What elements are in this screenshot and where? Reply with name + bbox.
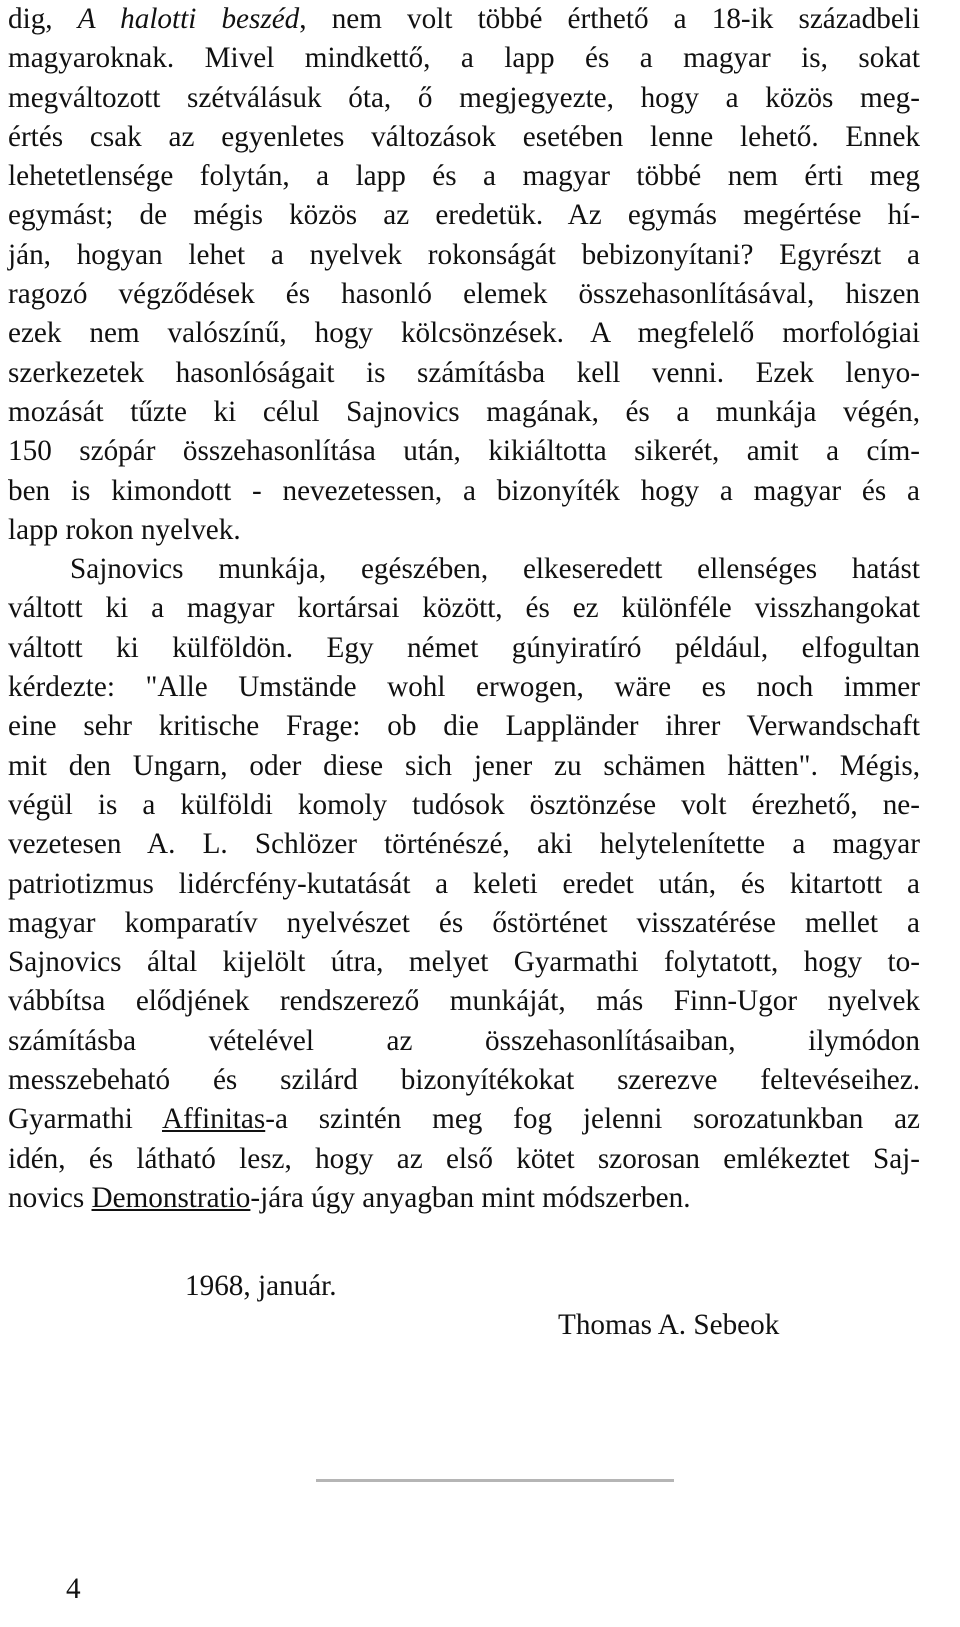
text-line: kérdezte: "Alle Umstände wohl erwogen, wäre es noch immer [8,671,920,704]
text-line: mit den Ungarn, oder diese sich jener zu schämen hätten". Mégis, [8,749,920,782]
text-line: magyaroknak. Mivel mindkettő, a lapp és a magyar is, sokat [8,42,920,75]
text-line: ragozó végződések és hasonló elemek összehasonlításával, hiszen [8,278,920,311]
text-line: Sajnovics által kijelölt útra, melyet Gyarmathi folytatott, hogy to- [8,946,920,979]
text-line: patriotizmus lidércfény-kutatását a keleti eredet után, és kitartott a [8,867,920,900]
text-line: messzebeható és szilárd bizonyítékokat szerezve feltevéseihez. [8,1064,920,1097]
text-line: lehetetlensége folytán, a lapp és a magyar többé nem érti meg [8,160,920,193]
work-title-underlined: Affinitas [162,1103,266,1136]
text-line: eine sehr kritische Frage: ob die Lappländer ihrer Verwandschaft [8,710,920,743]
text-line: 150 szópár összehasonlítása után, kikiáltotta sikerét, amit a cím- [8,435,920,468]
text-line: számításba vételével az összehasonlításaiban, ilymódon [8,1024,920,1057]
text-line: végül is a külföldi komoly tudósok ösztönzése volt érezhető, ne- [8,788,920,821]
text-line: Sajnovics munkája, egészében, elkeseredett ellenséges hatást [70,553,920,586]
body-text [8,0,920,1218]
text-line: megváltozott szétválásuk óta, ő megjegyezte, hogy a közös meg- [8,81,920,114]
text-line: váltott ki a magyar kortársai között, és ez különféle visszhangokat [8,592,920,625]
author-signature: Thomas A. Sebeok [558,1309,780,1341]
text-line: magyar komparatív nyelvészet és őstörténet visszatérése mellet a [8,906,920,939]
text-line: lapp rokon nyelvek. [8,513,241,546]
text-line: Gyarmathi Affinitas-a szintén meg fog jelenni sorozatunkban az [8,1103,920,1136]
text-line: értés csak az egyenletes változások esetében lenne lehető. Ennek [8,120,920,153]
text-line: idén, és látható lesz, hogy az első kötet szorosan emlékeztet Saj- [8,1142,920,1175]
text-line: ezek nem valószínű, hogy kölcsönzések. A megfelelő morfológiai [8,317,920,350]
text-line: vábbítsa elődjének rendszerező munkáját, más Finn-Ugor nyelvek [8,985,920,1018]
page-number: 4 [66,1573,81,1605]
text-line: mozását tűzte ki célul Sajnovics magának, és a munkája végén, [8,395,920,428]
text-line: egymást; de mégis közös az eredetük. Az egymás megértése hí- [8,199,920,232]
closing-date: 1968, január. [185,1270,337,1302]
work-title-underlined: Demonstratio [91,1181,251,1214]
text-line: novics Demonstratio-jára úgy anyagban mint módszerben. [8,1181,691,1214]
work-title-italic: A halotti beszéd [77,3,300,35]
text-line: dig, A halotti beszéd, nem volt többé érthető a 18-ik századbeli [8,3,920,35]
text-line: ben is kimondott - nevezetessen, a bizonyíték hogy a magyar és a [8,474,920,507]
text-line: ján, hogyan lehet a nyelvek rokonságát bebizonyítani? Egyrészt a [8,238,920,271]
text-line: váltott ki külföldön. Egy német gúnyiratíró például, elfogultan [8,631,920,664]
text-line: vezetesen A. L. Schlözer történészé, aki helytelenítette a magyar [8,828,920,861]
horizontal-rule [316,1479,674,1482]
text-line: szerkezetek hasonlóságait is számításba kell venni. Ezek lenyo- [8,356,920,389]
